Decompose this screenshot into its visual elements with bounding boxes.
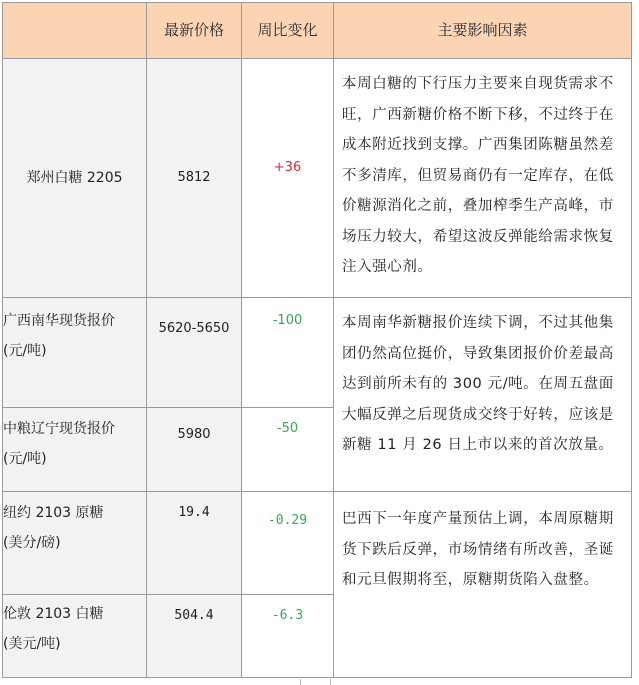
table-row-price bbox=[146, 491, 242, 595]
factor-text-2 bbox=[333, 297, 632, 492]
table-row-name bbox=[2, 407, 147, 492]
change-value: -6.3 bbox=[271, 608, 304, 623]
table-row-name bbox=[2, 491, 147, 595]
table-row-change bbox=[241, 594, 334, 678]
factor-paragraph: 本周白糖的下行压力主要来自现货需求不旺，广西新糖价格不断下移，不过终于在成本附近找到支撑。广西集团陈糖虽然差不多清库，但贸易商仍有一定库存，在低价糖源消化之前，叠加榨季生产高峰，市场压力较大，希望这波反弹能给需求恢复注入强心剂。 bbox=[342, 76, 614, 275]
table-row-price bbox=[146, 297, 242, 408]
header-main-factors-label: 主要影响因素 bbox=[437, 21, 528, 39]
change-value: -50 bbox=[276, 421, 299, 436]
table-row-price bbox=[146, 58, 242, 298]
price-value: 5980 bbox=[177, 427, 211, 442]
price-value: 504.4 bbox=[174, 608, 214, 623]
table-row-name bbox=[2, 58, 147, 298]
row-name-label: 纽约 2103 原糖 bbox=[3, 505, 104, 521]
table-row-change bbox=[241, 491, 334, 595]
header-latest-price-label: 最新价格 bbox=[163, 21, 224, 39]
header-latest-price bbox=[146, 2, 242, 59]
header-blank bbox=[2, 2, 147, 59]
change-value: +36 bbox=[273, 160, 302, 175]
row-name-label: 郑州白糖 2205 bbox=[26, 170, 123, 186]
price-value: 19.4 bbox=[178, 505, 210, 520]
header-weekly-change-label: 周比变化 bbox=[257, 21, 318, 39]
table-row-price bbox=[146, 407, 242, 492]
row-unit-label: (元/吨) bbox=[3, 343, 47, 359]
factor-paragraph: 本周南华新糖报价连续下调，不过其他集团仍然高位挺价，导致集团报价价差最高达到前所未有的 300 元/吨。在周五盘面大幅反弹之后现货成交终于好转，应该是新糖 11 月 26 日上市以来的首次放量。 bbox=[342, 315, 614, 453]
row-name-label: 中粮辽宁现货报价 bbox=[3, 421, 115, 437]
change-value: -0.29 bbox=[267, 513, 308, 528]
price-value: 5812 bbox=[177, 170, 211, 185]
factor-paragraph: 巴西下一年度产量预估上调，本周原糖期货下跌后反弹，市场情绪有所改善，圣诞和元旦假期将至，原糖期货陷入盘整。 bbox=[342, 511, 614, 588]
factor-text-3 bbox=[333, 491, 632, 678]
row-unit-label: (美分/磅) bbox=[3, 535, 61, 551]
table-row-change bbox=[241, 407, 334, 492]
table-row-change bbox=[241, 297, 334, 408]
table-row-price bbox=[146, 594, 242, 678]
row-unit-label: (美元/吨) bbox=[3, 636, 61, 652]
row-unit-label: (元/吨) bbox=[3, 451, 47, 467]
divider bbox=[300, 679, 301, 685]
row-name-label: 广西南华现货报价 bbox=[3, 313, 115, 329]
divider bbox=[330, 679, 331, 685]
factor-text-1 bbox=[333, 58, 632, 298]
price-value: 5620-5650 bbox=[158, 321, 230, 336]
row-name-label: 伦敦 2103 白糖 bbox=[3, 606, 104, 622]
header-weekly-change bbox=[241, 2, 334, 59]
table-row-change bbox=[241, 58, 334, 298]
header-main-factors bbox=[333, 2, 632, 59]
change-value: -100 bbox=[272, 313, 303, 328]
table-row-name bbox=[2, 297, 147, 408]
table-row-name bbox=[2, 594, 147, 678]
